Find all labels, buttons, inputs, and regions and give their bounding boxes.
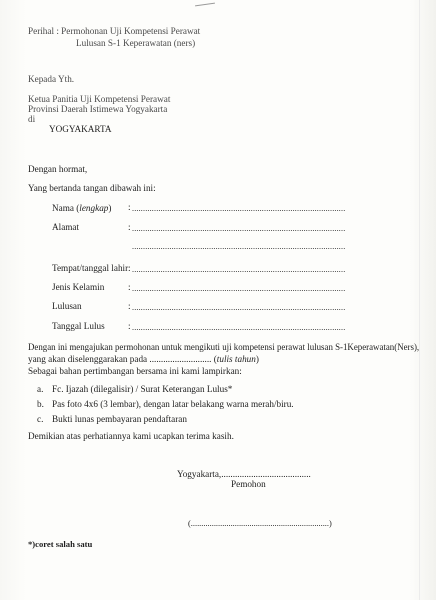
addressee-line-1: Ketua Panitia Uji Kompetensi Perawat bbox=[28, 94, 171, 104]
perihal-line-1: Perihal : Permohonan Uji Kompetensi Perawat bbox=[28, 26, 201, 36]
ttl-label: Tempat/tanggal lahir bbox=[52, 263, 129, 273]
request-paragraph-line-2: yang akan diselenggarakan pada ........................... (tulis tahun) bbox=[28, 354, 259, 364]
alamat-fill-line-2: ................................................................................................. bbox=[132, 242, 346, 251]
scan-mark bbox=[195, 3, 215, 7]
lulusan-fill-line: ................................................................................................. bbox=[132, 303, 346, 312]
ttl-colon: : bbox=[128, 263, 131, 273]
nama-label: Nama (lengkap) bbox=[52, 203, 112, 213]
scan-edge bbox=[419, 0, 420, 600]
attachment-item-c: Bukti lunas pembayaran pendaftaran bbox=[52, 414, 187, 424]
alamat-label: Alamat bbox=[52, 222, 80, 232]
attachment-marker-b: b. bbox=[37, 399, 44, 409]
jenis-kelamin-colon: : bbox=[128, 282, 131, 292]
closing-line: Demikian atas perhatiannya kami ucapkan terima kasih. bbox=[28, 431, 234, 441]
perihal-line-2: Lulusan S-1 Keperawatan (ners) bbox=[76, 38, 196, 48]
lulusan-label: Lulusan bbox=[52, 301, 82, 311]
intro-line: Yang bertanda tangan dibawah ini: bbox=[28, 183, 156, 193]
signature-role: Pemohon bbox=[231, 479, 266, 489]
attachment-marker-a: a. bbox=[37, 384, 44, 394]
tanggal-lulus-label: Tanggal Lulus bbox=[52, 321, 105, 331]
addressee-line-2: Provinsi Daerah Istimewa Yogyakarta bbox=[28, 104, 168, 114]
ttl-fill-line: ................................................................................................. bbox=[132, 265, 346, 274]
attachment-item-b: Pas foto 4x6 (3 lembar), dengan latar belakang warna merah/biru. bbox=[52, 399, 294, 409]
attachment-marker-c: c. bbox=[37, 414, 44, 424]
salutation: Dengan hormat, bbox=[28, 164, 88, 174]
addressee-city: YOGYAKARTA bbox=[49, 124, 112, 134]
alamat-colon: : bbox=[128, 222, 131, 232]
footnote: *)coret salah satu bbox=[28, 539, 93, 549]
alamat-fill-line-1: ................................................................................................. bbox=[132, 224, 346, 233]
jenis-kelamin-fill-line: ................................................................................................. bbox=[132, 284, 346, 293]
jenis-kelamin-label: Jenis Kelamin bbox=[52, 282, 105, 292]
kepada-yth: Kepada Yth. bbox=[28, 74, 75, 84]
nama-colon: : bbox=[128, 202, 131, 212]
attachment-item-a: Fc. Ijazah (dilegalisir) / Surat Keterangan Lulus* bbox=[52, 384, 233, 394]
lulusan-colon: : bbox=[128, 301, 131, 311]
addressee-line-3: di bbox=[28, 114, 36, 124]
tanggal-lulus-colon: : bbox=[128, 321, 131, 331]
tanggal-lulus-fill-line: ................................................................................................. bbox=[132, 323, 346, 332]
request-paragraph-line-1: Dengan ini mengajukan permohonan untuk mengikuti uji kompetensi perawat lulusan S-1Keperawatan(Ners), bbox=[28, 342, 420, 352]
attachments-intro: Sebagai bahan pertimbangan bersama ini kami lampirkan: bbox=[28, 366, 242, 376]
nama-fill-line: ................................................................................................. bbox=[132, 204, 346, 213]
signature-place-date: Yogyakarta,....................................... bbox=[177, 469, 311, 479]
signature-name-line: (..................................................................) bbox=[188, 519, 332, 528]
